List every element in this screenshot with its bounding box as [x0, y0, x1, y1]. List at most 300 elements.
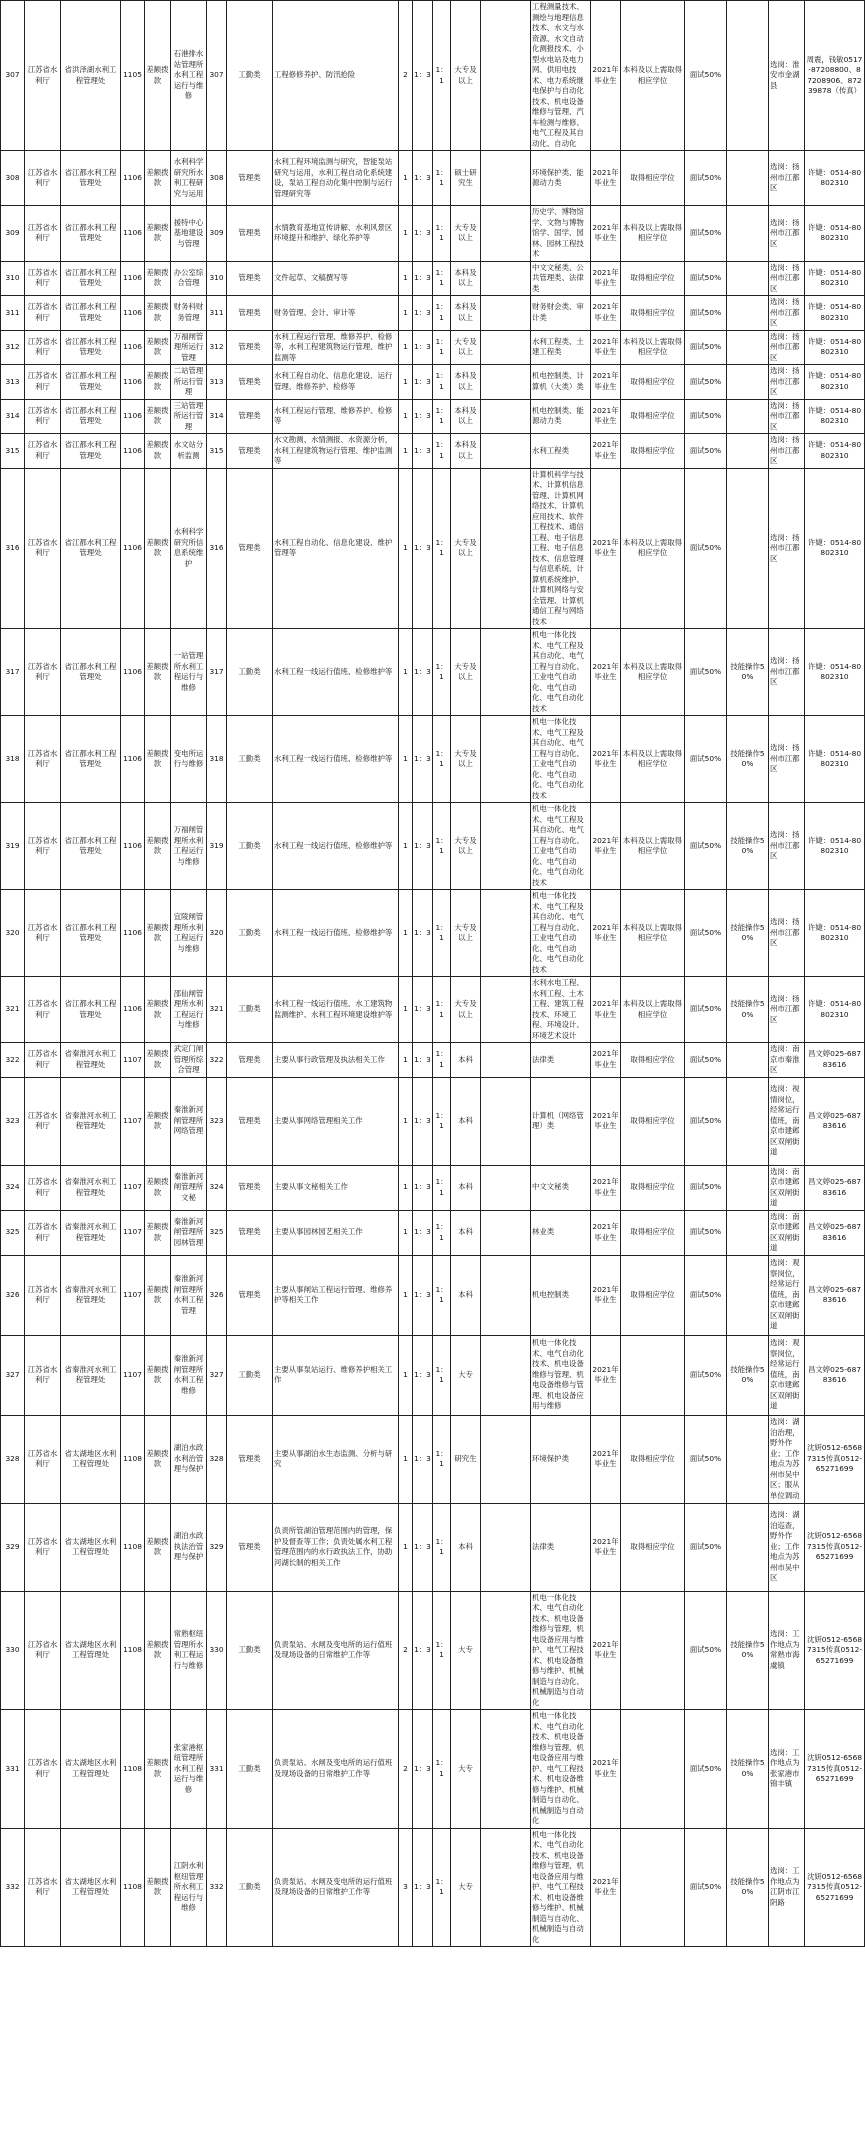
cell-contact: 许婕：0514-80802310: [805, 296, 865, 331]
cell-category: 管理类: [227, 206, 273, 262]
cell-target: 2021年毕业生: [591, 1335, 621, 1415]
cell-skill-test: [727, 1255, 769, 1335]
cell-exam-ratio: 1：1: [433, 365, 451, 400]
cell-duty: 负责所管湖泊管理范围内的管理，保护及督查等工作；负责处属水利工程管理范围内的水行政执法工作，协助河湖长制的相关工作: [273, 1503, 399, 1591]
cell-funding: 差额拨款: [145, 1077, 171, 1165]
cell-unit-code: 1106: [121, 365, 145, 400]
cell-category: 管理类: [227, 330, 273, 365]
cell-row-number: 323: [1, 1077, 25, 1165]
table-row: [1, 1165, 865, 1210]
cell-exam-method: 面试50%: [685, 365, 727, 400]
cell-ratio: 1：3: [413, 330, 433, 365]
cell-duty: 主要从事行政管理及执法相关工作: [273, 1043, 399, 1078]
cell-position: 一站管理所水利工程运行与维修: [171, 629, 207, 716]
cell-other-requirement: 取得相应学位: [621, 399, 685, 434]
cell-target: 2021年毕业生: [591, 1503, 621, 1591]
cell-note: 选岗：淮安市金湖县: [769, 1, 805, 151]
cell-category: 管理类: [227, 1077, 273, 1165]
cell-note: 选岗：湖泊治理，野外作业；工作地点为苏州市吴中区；服从单位调动: [769, 1415, 805, 1503]
cell-ratio: 1：3: [413, 206, 433, 262]
cell-education: 本科: [451, 1255, 481, 1335]
cell-contact: 昌文婷025-68783616: [805, 1210, 865, 1255]
cell-unit-code: 1107: [121, 1335, 145, 1415]
cell-position-code: 315: [207, 434, 227, 469]
cell-exam-ratio: 1：1: [433, 1210, 451, 1255]
cell-position: 湖泊水政水利治管理与保护: [171, 1415, 207, 1503]
cell-exam-ratio: 1：1: [433, 629, 451, 716]
table-row: [1, 1077, 865, 1165]
cell-department: 江苏省水利厅: [25, 1415, 61, 1503]
cell-duty: 主要从事湖泊水生态监测、分析与研究: [273, 1415, 399, 1503]
cell-position: 变电所运行与维修: [171, 716, 207, 803]
cell-exam-method: 面试50%: [685, 629, 727, 716]
cell-exam-ratio: 1：1: [433, 1165, 451, 1210]
cell-unit: 省江都水利工程管理处: [61, 151, 121, 206]
cell-unit-code: 1108: [121, 1415, 145, 1503]
cell-contact: 许婕：0514-80802310: [805, 330, 865, 365]
cell-department: 江苏省水利厅: [25, 261, 61, 296]
cell-department: 江苏省水利厅: [25, 296, 61, 331]
cell-exam-method: 面试50%: [685, 977, 727, 1043]
cell-other-requirement: 取得相应学位: [621, 365, 685, 400]
cell-ratio: 1：3: [413, 434, 433, 469]
cell-skill-test: 技能操作50%: [727, 716, 769, 803]
cell-education: 本科: [451, 1077, 481, 1165]
cell-position: 二站管理所运行管理: [171, 365, 207, 400]
cell-note: 选岗：扬州市江都区: [769, 629, 805, 716]
cell-funding: 差额拨款: [145, 716, 171, 803]
cell-other-requirement: 本科及以上需取得相应学位: [621, 716, 685, 803]
cell-department: 江苏省水利厅: [25, 629, 61, 716]
cell-department: 江苏省水利厅: [25, 151, 61, 206]
cell-unit-code: 1106: [121, 399, 145, 434]
cell-funding: 差额拨款: [145, 365, 171, 400]
cell-degree: [481, 890, 531, 977]
cell-duty: 水利工程一线运行值班、检修维护等: [273, 716, 399, 803]
cell-major: 工程测量技术、测绘与地理信息技术、水文与水资源、水文自动化测报技术、小型水电站及电力网、供用电技术、电力系统继电保护与自动化技术、机电设备维修与管理、汽车检测与维修、电气工程及其自动化、自动化: [531, 1, 591, 151]
cell-department: 江苏省水利厅: [25, 330, 61, 365]
cell-skill-test: [727, 151, 769, 206]
cell-target: 2021年毕业生: [591, 1165, 621, 1210]
cell-contact: 昌文婷025-68783616: [805, 1043, 865, 1078]
cell-duty: 水利工程自动化、信息化建设、运行管理、维修养护、检修等: [273, 365, 399, 400]
cell-education: 本科: [451, 1210, 481, 1255]
cell-duty: 水文勘测、水情测报、水资源分析，水利工程建筑物运行管理、维护监测等: [273, 434, 399, 469]
cell-row-number: 325: [1, 1210, 25, 1255]
cell-unit: 省江都水利工程管理处: [61, 890, 121, 977]
cell-position-code: 328: [207, 1415, 227, 1503]
table-row: [1, 330, 865, 365]
cell-exam-method: 面试50%: [685, 206, 727, 262]
cell-exam-ratio: 1：1: [433, 977, 451, 1043]
cell-exam-method: 面试50%: [685, 1, 727, 151]
cell-degree: [481, 1210, 531, 1255]
cell-count: 1: [399, 434, 413, 469]
cell-unit-code: 1108: [121, 1591, 145, 1710]
cell-row-number: 331: [1, 1710, 25, 1829]
cell-funding: 差额拨款: [145, 1210, 171, 1255]
cell-category: 管理类: [227, 434, 273, 469]
cell-degree: [481, 206, 531, 262]
cell-exam-ratio: 1：1: [433, 1, 451, 151]
cell-degree: [481, 468, 531, 629]
cell-skill-test: 技能操作50%: [727, 1335, 769, 1415]
cell-position-code: 321: [207, 977, 227, 1043]
cell-other-requirement: 取得相应学位: [621, 151, 685, 206]
cell-department: 江苏省水利厅: [25, 1710, 61, 1829]
cell-position: 秦淮新河闸管理所水利工程管理: [171, 1255, 207, 1335]
cell-education: 本科及以上: [451, 365, 481, 400]
cell-unit-code: 1106: [121, 890, 145, 977]
cell-ratio: 1：3: [413, 151, 433, 206]
cell-note: 选岗：湖泊巡查，野外作业；工作地点为苏州市吴中区: [769, 1503, 805, 1591]
cell-skill-test: [727, 399, 769, 434]
cell-target: 2021年毕业生: [591, 890, 621, 977]
cell-education: 大专: [451, 1335, 481, 1415]
cell-duty: 文件起草、文稿撰写等: [273, 261, 399, 296]
cell-count: 2: [399, 1710, 413, 1829]
cell-target: 2021年毕业生: [591, 1255, 621, 1335]
cell-note: 选岗：观察岗位，经常运行值班，南京市建邺区双闸街道: [769, 1335, 805, 1415]
table-row: [1, 1, 865, 151]
cell-skill-test: [727, 1043, 769, 1078]
cell-degree: [481, 1077, 531, 1165]
cell-note: 选岗：观察岗位，经常运行值班，南京市建邺区双闸街道: [769, 1255, 805, 1335]
cell-exam-method: 面试50%: [685, 1210, 727, 1255]
cell-position: 财务科财务管理: [171, 296, 207, 331]
cell-education: 本科: [451, 1043, 481, 1078]
cell-ratio: 1：3: [413, 296, 433, 331]
cell-row-number: 326: [1, 1255, 25, 1335]
cell-category: 管理类: [227, 1503, 273, 1591]
cell-position-code: 313: [207, 365, 227, 400]
cell-position-code: 316: [207, 468, 227, 629]
cell-ratio: 1：3: [413, 365, 433, 400]
cell-major: 机电一体化技术、电气自动化技术、机电设备维修与管理、机电设备应用与维护、电气工程技术、机电设备维修与维护、机械制造与自动化、机械制造与自动化: [531, 1591, 591, 1710]
cell-contact: 昌文婷025-68783616: [805, 1255, 865, 1335]
table-row: [1, 468, 865, 629]
table-body: [1, 1, 865, 1947]
cell-row-number: 329: [1, 1503, 25, 1591]
cell-exam-ratio: 1：1: [433, 296, 451, 331]
cell-skill-test: [727, 468, 769, 629]
cell-major: 机电一体化技术、电气工程及其自动化、电气工程与自动化、工业电气自动化、电气自动化、电气自动化技术: [531, 803, 591, 890]
cell-education: 大专及以上: [451, 890, 481, 977]
cell-exam-method: 面试50%: [685, 399, 727, 434]
cell-count: 1: [399, 1043, 413, 1078]
table-row: [1, 1828, 865, 1947]
cell-education: 研究生: [451, 1415, 481, 1503]
cell-other-requirement: 本科及以上需取得相应学位: [621, 1, 685, 151]
cell-count: 3: [399, 1828, 413, 1947]
cell-position: 秦淮新河闸管理所网络管理: [171, 1077, 207, 1165]
cell-category: 工勤类: [227, 1, 273, 151]
cell-target: 2021年毕业生: [591, 977, 621, 1043]
cell-skill-test: [727, 1077, 769, 1165]
cell-other-requirement: 本科及以上需取得相应学位: [621, 330, 685, 365]
cell-unit: 省江都水利工程管理处: [61, 434, 121, 469]
cell-exam-method: 面试50%: [685, 151, 727, 206]
cell-exam-method: 面试50%: [685, 1415, 727, 1503]
cell-count: 1: [399, 151, 413, 206]
cell-unit-code: 1107: [121, 1077, 145, 1165]
cell-education: 本科: [451, 1503, 481, 1591]
cell-unit: 省秦淮河水利工程管理处: [61, 1255, 121, 1335]
table-row: [1, 803, 865, 890]
cell-count: 1: [399, 365, 413, 400]
cell-major: 计算机科学与技术、计算机信息管理、计算机网络技术、计算机应用技术、软件工程技术、通信工程、电子信息工程、电子信息技术、信息管理与信息系统、计算机系统维护、计算机网络与安全管理、计算机通信工程与网络技术: [531, 468, 591, 629]
cell-target: 2021年毕业生: [591, 1043, 621, 1078]
cell-degree: [481, 151, 531, 206]
cell-target: 2021年毕业生: [591, 716, 621, 803]
cell-count: 1: [399, 296, 413, 331]
cell-count: 1: [399, 890, 413, 977]
cell-major: 水利工程类: [531, 434, 591, 469]
cell-degree: [481, 1, 531, 151]
cell-exam-ratio: 1：1: [433, 1828, 451, 1947]
cell-note: 选岗：南京市建邺区双闸街道: [769, 1210, 805, 1255]
cell-row-number: 308: [1, 151, 25, 206]
cell-row-number: 313: [1, 365, 25, 400]
cell-unit: 省太湖地区水利工程管理处: [61, 1828, 121, 1947]
table-row: [1, 434, 865, 469]
cell-row-number: 324: [1, 1165, 25, 1210]
cell-ratio: 1：3: [413, 261, 433, 296]
cell-department: 江苏省水利厅: [25, 399, 61, 434]
cell-duty: 负责泵站、水闸及变电所的运行值班及现场设备的日常维护工作等: [273, 1591, 399, 1710]
table-row: [1, 1710, 865, 1829]
cell-contact: 许婕：0514-80802310: [805, 468, 865, 629]
cell-exam-ratio: 1：1: [433, 716, 451, 803]
cell-duty: 负责泵站、水闸及变电所的运行值班及现场设备的日常维护工作等: [273, 1710, 399, 1829]
cell-major: 机电一体化技术、电气自动化技术、机电设备维修与管理、机电设备应用与维护、电气工程技术、机电设备维修与维护、机械制造与自动化、机械制造与自动化: [531, 1710, 591, 1829]
cell-unit-code: 1106: [121, 151, 145, 206]
cell-department: 江苏省水利厅: [25, 716, 61, 803]
cell-funding: 差额拨款: [145, 977, 171, 1043]
cell-department: 江苏省水利厅: [25, 468, 61, 629]
cell-count: 1: [399, 1210, 413, 1255]
cell-exam-ratio: 1：1: [433, 1077, 451, 1165]
cell-department: 江苏省水利厅: [25, 365, 61, 400]
cell-ratio: 1：3: [413, 1043, 433, 1078]
cell-degree: [481, 365, 531, 400]
cell-contact: 昌文婷025-68783616: [805, 1165, 865, 1210]
cell-category: 工勤类: [227, 1828, 273, 1947]
cell-degree: [481, 629, 531, 716]
cell-funding: 差额拨款: [145, 803, 171, 890]
cell-degree: [481, 261, 531, 296]
cell-category: 工勤类: [227, 1710, 273, 1829]
cell-row-number: 318: [1, 716, 25, 803]
cell-category: 管理类: [227, 399, 273, 434]
cell-degree: [481, 1335, 531, 1415]
cell-ratio: 1：3: [413, 1255, 433, 1335]
cell-exam-method: 面试50%: [685, 296, 727, 331]
cell-row-number: 309: [1, 206, 25, 262]
cell-contact: 沈妍0512-65687315传真0512-65271699: [805, 1415, 865, 1503]
cell-note: 选岗：视情岗位，经常运行值班，南京市建邺区双闸街道: [769, 1077, 805, 1165]
table-row: [1, 296, 865, 331]
cell-ratio: 1：3: [413, 1, 433, 151]
cell-funding: 差额拨款: [145, 468, 171, 629]
cell-position: 武定门闸管理所综合管理: [171, 1043, 207, 1078]
cell-note: 选岗：扬州市江都区: [769, 434, 805, 469]
cell-position: 援特中心基地建设与管理: [171, 206, 207, 262]
cell-exam-method: 面试50%: [685, 1043, 727, 1078]
cell-count: 1: [399, 261, 413, 296]
cell-other-requirement: 取得相应学位: [621, 296, 685, 331]
cell-unit: 省江都水利工程管理处: [61, 261, 121, 296]
cell-degree: [481, 977, 531, 1043]
cell-exam-method: 面试50%: [685, 803, 727, 890]
cell-funding: 差额拨款: [145, 261, 171, 296]
cell-ratio: 1：3: [413, 629, 433, 716]
cell-position: 邵仙闸管理所水利工程运行与维修: [171, 977, 207, 1043]
table-row: [1, 1210, 865, 1255]
cell-position: 秦淮新河闸管理所园林管理: [171, 1210, 207, 1255]
cell-major: 历史学、博物馆学、文物与博物馆学、国学、园林、园林工程技术: [531, 206, 591, 262]
cell-funding: 差额拨款: [145, 434, 171, 469]
cell-duty: 水利工程运行管理、维修养护、检修等，水利工程建筑物运行管理、维护监测等: [273, 330, 399, 365]
cell-duty: 主要从事闸站工程运行管理、维修养护等相关工作: [273, 1255, 399, 1335]
cell-note: 选岗：扬州市江都区: [769, 890, 805, 977]
cell-note: 选岗：扬州市江都区: [769, 716, 805, 803]
cell-funding: 差额拨款: [145, 1828, 171, 1947]
cell-education: 大专: [451, 1828, 481, 1947]
cell-contact: 许婕：0514-80802310: [805, 151, 865, 206]
cell-exam-ratio: 1：1: [433, 1043, 451, 1078]
cell-position-code: 327: [207, 1335, 227, 1415]
cell-note: 选岗：扬州市江都区: [769, 296, 805, 331]
cell-duty: 主要从事园林园艺相关工作: [273, 1210, 399, 1255]
cell-exam-method: 面试50%: [685, 716, 727, 803]
cell-degree: [481, 296, 531, 331]
cell-major: 机电控制类: [531, 1255, 591, 1335]
cell-duty: 负责泵站、水闸及变电所的运行值班及现场设备的日常维护工作等: [273, 1828, 399, 1947]
cell-unit: 省江都水利工程管理处: [61, 399, 121, 434]
cell-contact: 沈妍0512-65687315传真0512-65271699: [805, 1828, 865, 1947]
cell-count: 1: [399, 1255, 413, 1335]
cell-position: 水利科学研究所水利工程研究与运用: [171, 151, 207, 206]
cell-major: 水利水电工程、水利工程、土木工程、建筑工程技术、环境工程、环境设计、环境艺术设计: [531, 977, 591, 1043]
cell-exam-ratio: 1：1: [433, 1591, 451, 1710]
table-row: [1, 206, 865, 262]
cell-position-code: 318: [207, 716, 227, 803]
cell-position-code: 325: [207, 1210, 227, 1255]
cell-major: 机电一体化技术、电气工程及其自动化、电气工程与自动化、工业电气自动化、电气自动化、电气自动化技术: [531, 629, 591, 716]
cell-other-requirement: 取得相应学位: [621, 261, 685, 296]
cell-count: 1: [399, 1415, 413, 1503]
cell-education: 本科及以上: [451, 296, 481, 331]
cell-skill-test: [727, 261, 769, 296]
cell-contact: 许婕：0514-80802310: [805, 629, 865, 716]
cell-education: 大专: [451, 1710, 481, 1829]
cell-note: 选岗：南京市秦淮区: [769, 1043, 805, 1078]
cell-target: 2021年毕业生: [591, 468, 621, 629]
table-row: [1, 1335, 865, 1415]
cell-education: 本科及以上: [451, 261, 481, 296]
cell-department: 江苏省水利厅: [25, 1503, 61, 1591]
cell-count: 1: [399, 206, 413, 262]
cell-funding: 差额拨款: [145, 1710, 171, 1829]
cell-exam-ratio: 1：1: [433, 1503, 451, 1591]
cell-position-code: 314: [207, 399, 227, 434]
cell-row-number: 332: [1, 1828, 25, 1947]
cell-ratio: 1：3: [413, 399, 433, 434]
cell-unit-code: 1108: [121, 1503, 145, 1591]
cell-position-code: 311: [207, 296, 227, 331]
cell-degree: [481, 434, 531, 469]
cell-note: 选岗：扬州市江都区: [769, 977, 805, 1043]
cell-other-requirement: 取得相应学位: [621, 434, 685, 469]
cell-note: 选岗：工作地点为常熟市海虞镇: [769, 1591, 805, 1710]
cell-ratio: 1：3: [413, 1165, 433, 1210]
cell-contact: 沈妍0512-65687315传真0512-65271699: [805, 1503, 865, 1591]
cell-exam-ratio: 1：1: [433, 1710, 451, 1829]
cell-category: 工勤类: [227, 890, 273, 977]
cell-exam-method: 面试50%: [685, 468, 727, 629]
cell-exam-ratio: 1：1: [433, 1415, 451, 1503]
cell-position-code: 331: [207, 1710, 227, 1829]
cell-skill-test: 技能操作50%: [727, 1591, 769, 1710]
cell-unit-code: 1106: [121, 330, 145, 365]
cell-other-requirement: [621, 1710, 685, 1829]
cell-unit-code: 1107: [121, 1255, 145, 1335]
cell-other-requirement: 取得相应学位: [621, 1165, 685, 1210]
cell-target: 2021年毕业生: [591, 1828, 621, 1947]
cell-unit: 省洪泽湖水利工程管理处: [61, 1, 121, 151]
cell-count: 1: [399, 803, 413, 890]
cell-row-number: 321: [1, 977, 25, 1043]
cell-degree: [481, 1710, 531, 1829]
cell-category: 管理类: [227, 1165, 273, 1210]
cell-note: 选岗：扬州市江都区: [769, 468, 805, 629]
cell-exam-method: 面试50%: [685, 1710, 727, 1829]
cell-unit-code: 1106: [121, 296, 145, 331]
cell-row-number: 316: [1, 468, 25, 629]
cell-exam-ratio: 1：1: [433, 803, 451, 890]
cell-row-number: 315: [1, 434, 25, 469]
cell-major: 机电控制类、计算机（大类）类: [531, 365, 591, 400]
table-row: [1, 977, 865, 1043]
cell-row-number: 311: [1, 296, 25, 331]
cell-exam-method: 面试50%: [685, 1255, 727, 1335]
cell-department: 江苏省水利厅: [25, 1165, 61, 1210]
cell-skill-test: [727, 206, 769, 262]
table-row: [1, 151, 865, 206]
cell-row-number: 307: [1, 1, 25, 151]
cell-note: 选岗：扬州市江都区: [769, 206, 805, 262]
cell-skill-test: 技能操作50%: [727, 1710, 769, 1829]
cell-contact: 许婕：0514-80802310: [805, 399, 865, 434]
cell-category: 工勤类: [227, 716, 273, 803]
cell-skill-test: [727, 330, 769, 365]
cell-education: 大专及以上: [451, 629, 481, 716]
cell-ratio: 1：3: [413, 1828, 433, 1947]
cell-count: 1: [399, 330, 413, 365]
cell-skill-test: 技能操作50%: [727, 890, 769, 977]
cell-position-code: 324: [207, 1165, 227, 1210]
cell-other-requirement: [621, 1828, 685, 1947]
cell-unit: 省江都水利工程管理处: [61, 296, 121, 331]
cell-exam-ratio: 1：1: [433, 1255, 451, 1335]
cell-contact: 许婕：0514-80802310: [805, 206, 865, 262]
cell-position: 秦淮新河闸管理所文秘: [171, 1165, 207, 1210]
cell-funding: 差额拨款: [145, 330, 171, 365]
cell-funding: 差额拨款: [145, 296, 171, 331]
cell-contact: 昌文婷025-68783616: [805, 1077, 865, 1165]
cell-duty: 主要从事泵站运行、维修养护相关工作: [273, 1335, 399, 1415]
